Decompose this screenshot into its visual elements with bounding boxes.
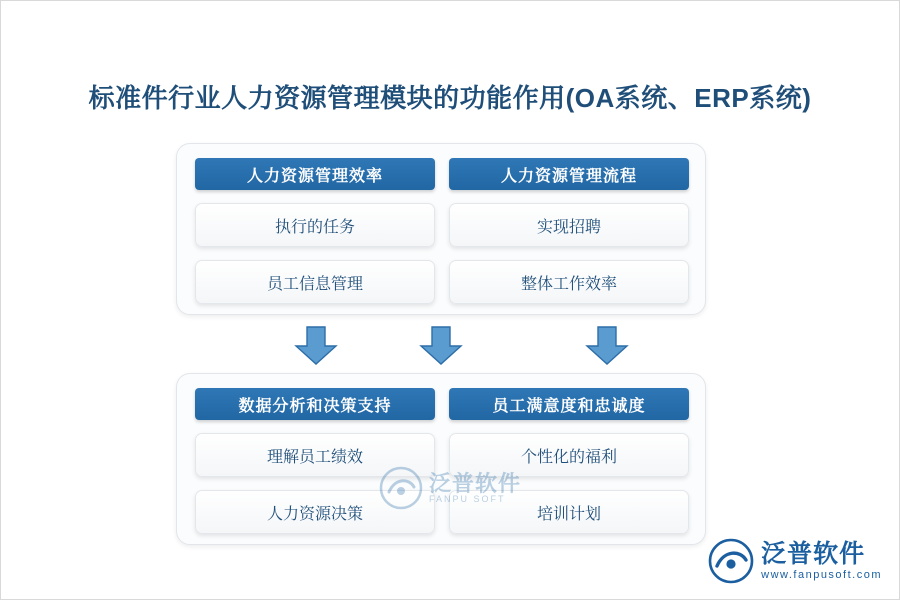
column-item: 实现招聘 bbox=[449, 203, 689, 247]
column-item: 整体工作效率 bbox=[449, 260, 689, 304]
company-logo bbox=[708, 538, 882, 584]
logo-url: www.fanpusoft.com bbox=[761, 568, 882, 581]
bottom-panel-column-1 bbox=[195, 388, 435, 534]
page-title: 标准件行业人力资源管理模块的功能作用(OA系统、ERP系统) bbox=[88, 83, 812, 113]
column-item: 个性化的福利 bbox=[449, 433, 689, 477]
watermark-subtitle: FANPU SOFT bbox=[428, 493, 506, 504]
column-item: 理解员工绩效 bbox=[195, 433, 435, 477]
column-header: 员工满意度和忠诚度 bbox=[449, 388, 689, 420]
top-panel-column-2 bbox=[449, 158, 689, 304]
bottom-panel bbox=[176, 373, 706, 545]
column-header: 数据分析和决策支持 bbox=[195, 388, 435, 420]
logo-title: 泛普软件 bbox=[761, 540, 866, 569]
column-item: 执行的任务 bbox=[195, 203, 435, 247]
down-arrow-icon bbox=[294, 326, 338, 366]
top-panel-column-1 bbox=[195, 158, 435, 304]
column-item: 培训计划 bbox=[449, 490, 689, 534]
column-item: 员工信息管理 bbox=[195, 260, 435, 304]
column-header: 人力资源管理流程 bbox=[449, 158, 689, 190]
logo-text bbox=[761, 541, 882, 581]
down-arrow-icon bbox=[419, 326, 463, 366]
logo-icon bbox=[708, 538, 754, 584]
top-panel bbox=[176, 143, 706, 315]
watermark-title: 泛普软件 bbox=[428, 470, 522, 496]
column-header: 人力资源管理效率 bbox=[195, 158, 435, 190]
down-arrow-icon bbox=[585, 326, 629, 366]
bottom-panel-column-2 bbox=[449, 388, 689, 534]
column-item: 人力资源决策 bbox=[195, 490, 435, 534]
